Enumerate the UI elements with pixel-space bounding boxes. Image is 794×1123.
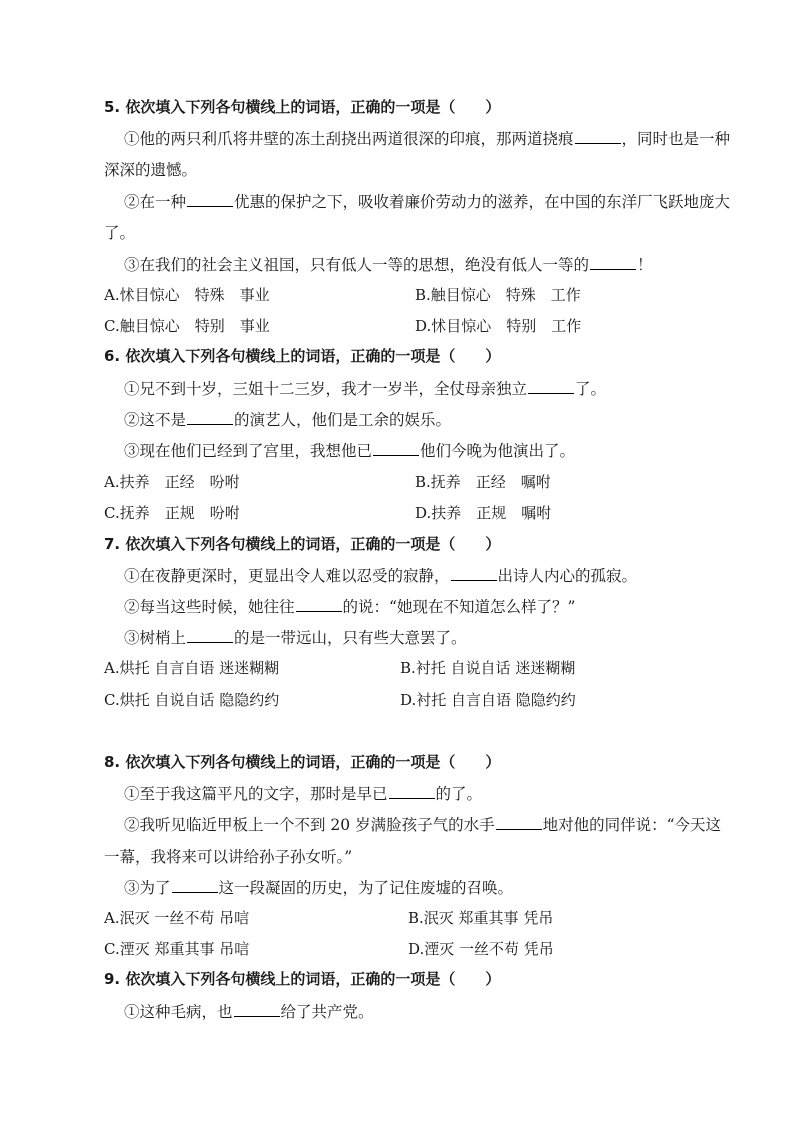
question-8-title: 8. 依次填入下列各句横线上的词语，正确的一项是（ ） — [104, 753, 501, 771]
q7-s2-text-a: ②每当这些时候，她往往 — [124, 598, 295, 616]
q6-option-b[interactable]: B.抚养 正经 嘱咐 — [415, 473, 551, 491]
answer-blank[interactable] — [187, 192, 233, 207]
answer-blank[interactable] — [187, 410, 233, 425]
q6-sentence-1 — [124, 377, 606, 399]
q8-s3-text-a: ③为了 — [124, 879, 171, 897]
q6-s1-text-b: 了。 — [575, 380, 607, 398]
q9-s1-text-b: 给了共产党。 — [280, 1003, 374, 1021]
answer-blank[interactable] — [234, 1002, 280, 1017]
q8-sentence-2 — [124, 813, 721, 835]
answer-blank[interactable] — [575, 129, 621, 144]
answer-blank[interactable] — [496, 815, 542, 830]
q6-s2-text-a: ②这不是 — [124, 411, 187, 429]
q5-sentence-2 — [124, 190, 730, 212]
q7-sentence-3 — [124, 626, 467, 648]
q6-option-d[interactable]: D.扶养 正规 嘱咐 — [415, 504, 552, 522]
q8-option-c[interactable]: C.湮灭 郑重其事 吊唁 — [104, 940, 250, 958]
q7-option-c[interactable]: C.烘托 自说自话 隐隐约约 — [104, 691, 280, 709]
q5-option-b[interactable]: B.触目惊心 特殊 工作 — [415, 286, 581, 304]
q8-s3-text-b: 这一段凝固的历史，为了记住废墟的召唤。 — [218, 879, 514, 897]
q5-s3-text-a: ③在我们的社会主义祖国，只有低人一等的思想，绝没有低人一等的 — [124, 256, 590, 274]
question-5-title: 5. 依次填入下列各句横线上的词语，正确的一项是（ ） — [104, 98, 501, 116]
q7-option-a[interactable]: A.烘托 自言自语 迷迷糊糊 — [104, 659, 280, 677]
answer-blank[interactable] — [187, 628, 233, 643]
answer-blank[interactable] — [296, 597, 342, 612]
q5-sentence-2-cont: 了。 — [104, 224, 136, 242]
q9-sentence-1 — [124, 1000, 374, 1022]
q6-s3-text-a: ③现在他们已经到了宫里，我想他已 — [124, 442, 373, 460]
q7-s1-text-b: 出诗人内心的孤寂。 — [497, 567, 638, 585]
q7-option-d[interactable]: D.衬托 自言自语 隐隐约约 — [400, 691, 576, 709]
q7-s2-text-b: 的说：“她现在不知道怎么样了？” — [342, 598, 576, 616]
q6-option-c[interactable]: C.抚养 正规 吩咐 — [104, 504, 240, 522]
q5-s2-text-a: ②在一种 — [124, 193, 187, 211]
q5-sentence-1-cont: 深深的遗憾。 — [104, 161, 198, 179]
q8-s2-text-a: ②我听见临近甲板上一个不到 20 岁满脸孩子气的水手 — [124, 816, 495, 834]
q8-s1-text-b: 的了。 — [435, 785, 483, 803]
q8-s2-text-b: 地对他的同伴说：“今天这 — [542, 816, 722, 834]
q9-s1-text-a: ①这种毛病，也 — [124, 1003, 233, 1021]
q6-option-a[interactable]: A.扶养 正经 吩咐 — [104, 473, 240, 491]
q5-s3-text-b: ！ — [637, 256, 653, 274]
q7-option-b[interactable]: B.衬托 自说自话 迷迷糊糊 — [400, 659, 576, 677]
q5-option-a[interactable]: A.怵目惊心 特殊 事业 — [104, 286, 270, 304]
q5-option-d[interactable]: D.怵目惊心 特别 工作 — [415, 317, 582, 335]
q6-s1-text-a: ①兄不到十岁，三姐十二三岁，我才一岁半，全仗母亲独立 — [124, 380, 528, 398]
answer-blank[interactable] — [172, 878, 218, 893]
q5-option-c[interactable]: C.触目惊心 特别 事业 — [104, 317, 270, 335]
answer-blank[interactable] — [373, 441, 419, 456]
q7-s3-text-b: 的是一带远山，只有些大意罢了。 — [234, 629, 467, 647]
q6-sentence-3 — [124, 439, 575, 461]
answer-blank[interactable] — [451, 566, 497, 581]
q6-s3-text-b: 他们今晚为他演出了。 — [420, 442, 576, 460]
q8-option-a[interactable]: A.泯灭 一丝不苟 吊唁 — [104, 909, 250, 927]
answer-blank[interactable] — [590, 255, 636, 270]
answer-blank[interactable] — [389, 784, 435, 799]
q7-sentence-2 — [124, 595, 575, 617]
q8-sentence-3 — [124, 876, 513, 898]
q7-s3-text-a: ③树梢上 — [124, 629, 187, 647]
q8-sentence-1 — [124, 782, 482, 804]
q5-s2-text-b: 优惠的保护之下，吸收着廉价劳动力的滋养，在中国的东洋厂飞跃地庞大 — [234, 193, 731, 211]
q6-sentence-2 — [124, 408, 451, 430]
q7-s1-text-a: ①在夜静更深时，更显出令人难以忍受的寂静， — [124, 567, 450, 585]
q5-sentence-1 — [124, 127, 730, 149]
q5-s1-text-a: ①他的两只利爪将井壁的冻土刮挠出两道很深的印痕，那两道挠痕 — [124, 130, 574, 148]
q6-s2-text-b: 的演艺人，他们是工余的娱乐。 — [234, 411, 452, 429]
q8-sentence-2-cont: 一幕，我将来可以讲给孙子孙女听。” — [104, 848, 353, 866]
q8-option-d[interactable]: D.湮灭 一丝不苟 凭吊 — [408, 940, 554, 958]
question-6-title: 6. 依次填入下列各句横线上的词语，正确的一项是（ ） — [104, 347, 501, 365]
q8-option-b[interactable]: B.泯灭 郑重其事 凭吊 — [408, 909, 554, 927]
q7-sentence-1 — [124, 564, 637, 586]
question-9-title: 9. 依次填入下列各句横线上的词语，正确的一项是（ ） — [104, 970, 501, 988]
answer-blank[interactable] — [528, 379, 574, 394]
q5-sentence-3 — [124, 253, 653, 275]
question-7-title: 7. 依次填入下列各句横线上的词语，正确的一项是（ ） — [104, 535, 501, 553]
q5-s1-text-b: ，同时也是一种 — [621, 130, 731, 148]
q8-s1-text-a: ①至于我这篇平凡的文字，那时是早已 — [124, 785, 388, 803]
